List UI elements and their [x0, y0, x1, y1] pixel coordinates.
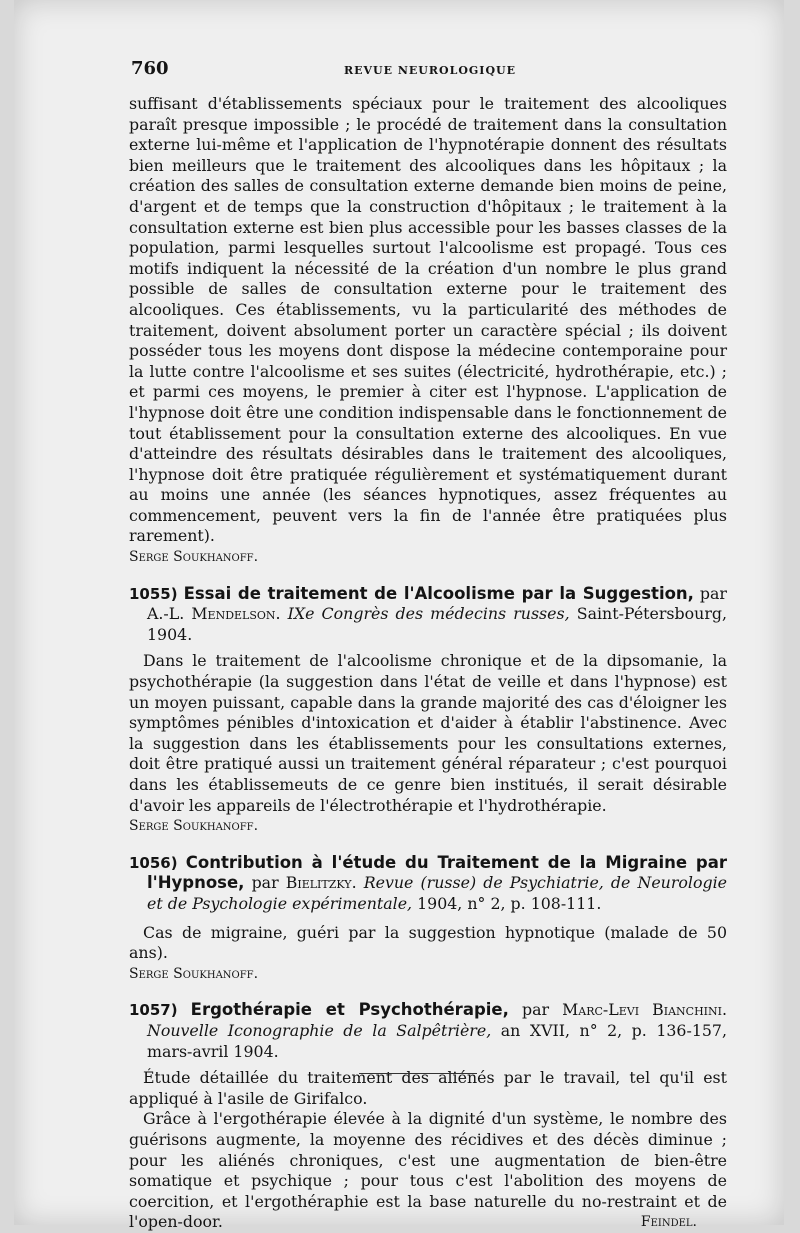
- page: [14, 0, 784, 1232]
- entry-title: Contribution à l'étude du Traitement de la Migraine par l'Hypnose,: [147, 852, 727, 893]
- entry-by: par: [521, 1000, 550, 1020]
- entry-source: Nouvelle Iconographie de la Salpêtrière,: [147, 1020, 492, 1040]
- entry-1055: [129, 584, 727, 837]
- end-rule: [359, 1073, 477, 1074]
- entry-author: Marc-Levi Bianchini.: [562, 1000, 727, 1020]
- entry-body: Cas de migraine, guéri par la suggestion hypnotique (malade de 50 ans).: [129, 922, 727, 963]
- running-header: [131, 58, 729, 82]
- entry-number: 1057): [129, 1001, 178, 1020]
- entry-heading: [129, 584, 727, 646]
- entry-source: IXe Congrès des médecins russes,: [287, 604, 570, 624]
- entry-source-details: Saint-Pétersbourg, 1904.: [147, 604, 728, 644]
- entry-body-text: Grâce à l'ergothérapie élevée à la dignité d'un système, le nombre des guérisons augmente, la moyenne des récidives et des décès diminue ; pour les aliénés chroniques, c'est une augmentation de bien-être somatique et psychique ; pour tous c'est l'abolition des moyens de coercition, et l'ergothéraphie est la base naturelle du no-restraint et de l'open-door.: [129, 1109, 727, 1232]
- entry-body-continued: [129, 1109, 727, 1233]
- intro-signature: Serge Soukhanoff.: [129, 549, 259, 566]
- page-number: 760: [131, 58, 169, 79]
- journal-title: REVUE NEUROLOGIQUE: [343, 64, 517, 77]
- entry-author: Bielitzky.: [285, 873, 357, 893]
- intro-paragraph: suffisant d'établissements spéciaux pour le traitement des alcooliques paraît presque impossible ; le procédé de traitement dans la consultation externe lui-même et l'application de l'hypnotérapie donnent des résultats bien meilleurs que le traitement des alcooliques dans les hôpitaux ; la création des salles de consultation externe demande bien moins de peine, d'argent et de temps que la construction d'hôpitaux ; le traitement à la consultation externe est bien plus accessible pour les basses classes de la population, parmi lesquelles surtout l'alcoolisme est propagé. Tous ces motifs indiquent la nécessité de la création d'un nombre le plus grand possible de salles de consultation externe pour le traitement des alcooliques. Ces établissements, vu la particularité des méthodes de traitement, doivent absolument porter un caractère spécial ; ils doivent posséder tous les moyens dont dispose la médecine contemporaine pour la lutte contre l'alcoolisme et ses suites (électricité, hydrothérapie, etc.) ; et parmi ces moyens, le premier à citer est l'hypnose. L'application de l'hypnose doit être une condition indispensable dans le fonctionnement de tout établissement pour la consultation externe des alcooliques. En vue d'atteindre des résultats désirables dans le traitement des alcooliques, l'hypnose doit être pratiquée régulièrement et systématiquement durant au moins une année (les séances hypnotiques, assez fréquentes au commencement, peuvent vers la fin de l'année être pratiquées plus rarement).: [129, 94, 727, 546]
- entry-title: Essai de traitement de l'Alcoolisme par la Suggestion,: [183, 583, 694, 603]
- entry-body: Dans le traitement de l'alcoolisme chronique et de la dipsomanie, la psychothérapie (la suggestion dans l'état de veille et dans l'hypnose) est un moyen puissant, capable dans la grande majorité des cas d'éloigner les symptômes pénibles d'intoxication et d'aider à établir l'abstinence. Avec la suggestion dans les établissements pour les consultations externes, doit être pratiqué aussi un traitement général réparateur ; c'est pourquoi dans les établissemeuts de ce genre bien institués, il serait désirable d'avoir les appareils de l'électrothérapie et l'hydrothérapie.: [129, 651, 727, 815]
- entry-author: A.-L. Mendelson.: [147, 604, 281, 624]
- entry-source-details: an XVII, n° 2, p. 136-157, mars-avril 1904.: [147, 1020, 727, 1061]
- main-text: [129, 94, 727, 1233]
- entry-heading: [129, 853, 727, 915]
- entry-signature: Serge Soukhanoff.: [129, 965, 259, 982]
- entry-title: Ergothérapie et Psychothérapie,: [190, 1000, 509, 1020]
- entry-number: 1055): [129, 584, 178, 603]
- entry-source-details: 1904, n° 2, p. 108-111.: [417, 893, 602, 913]
- entry-source: Revue (russe) de Psychiatrie, de Neurologie et de Psychologie expérimentale,: [147, 873, 727, 913]
- entry-1057: [129, 1000, 727, 1233]
- intro-section: [129, 94, 727, 568]
- entry-number: 1056): [129, 853, 178, 872]
- entry-body: Étude détaillée du traitement des aliénés par le travail, tel qu'il est appliqué à l'asile de Girifalco.: [129, 1068, 727, 1108]
- entry-signature: Feindel.: [640, 1214, 697, 1231]
- entry-signature: Serge Soukhanoff.: [129, 818, 259, 835]
- entry-1056: [129, 853, 727, 985]
- entry-by: par: [251, 873, 279, 893]
- entry-by: par: [699, 583, 727, 603]
- entry-heading: [129, 1000, 727, 1062]
